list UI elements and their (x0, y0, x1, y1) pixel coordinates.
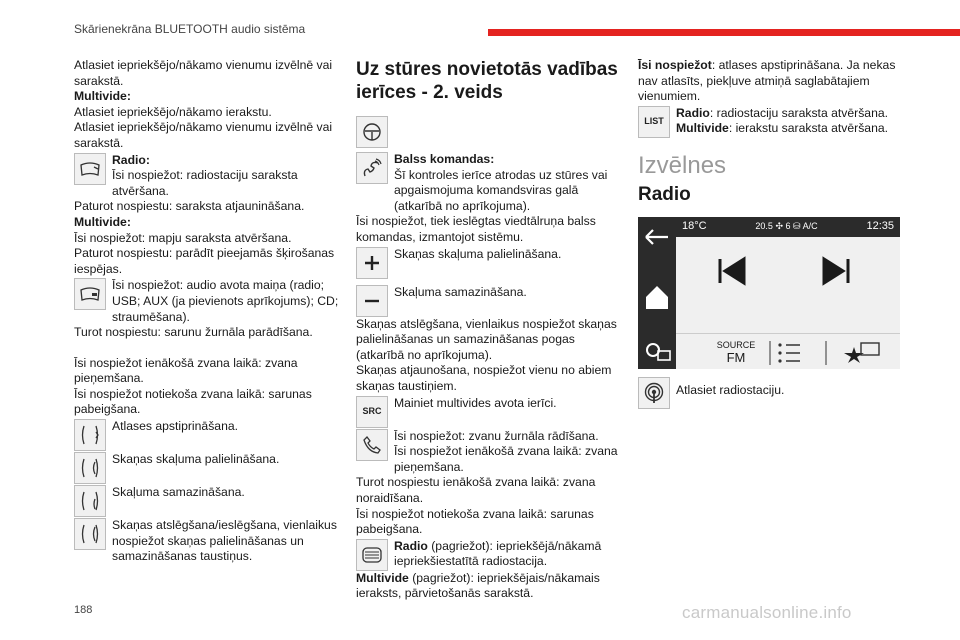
phone-text-2: Īsi nospiežot ienākošā zvana laikā: zvana pieņemšana. (394, 444, 618, 474)
steering-button-icon (74, 419, 106, 451)
clock: 12:35 (866, 220, 894, 233)
column-1 (74, 58, 342, 565)
screen-status-bar (676, 217, 900, 237)
column-2 (356, 58, 624, 602)
paragraph: Īsi nospiežot: mapju saraksta atvēršana. (74, 230, 292, 245)
column-3 (638, 58, 900, 409)
back-arrow-icon (646, 230, 668, 244)
home-icon (646, 286, 668, 309)
plus-icon (356, 247, 388, 279)
source-row (74, 278, 342, 325)
next-icon (824, 259, 848, 283)
plus-row (356, 247, 624, 279)
fan-level: 6 (785, 221, 791, 232)
paragraph: Īsi nospiežot ienākošā zvana laikā: zvana pieņemšana. (74, 355, 298, 386)
ac-label: A/C (802, 221, 818, 232)
volume-down-row (74, 485, 342, 517)
mute-text: Skaņas atslēgšana/ieslēgšana, vienlaikus nospiežot skaņas palielināšanas un samazināšanas taustiņus. (112, 518, 337, 564)
minus-text: Skaļuma samazināšana. (394, 284, 527, 299)
thumbwheel-icon (74, 153, 106, 185)
voice-text: Šī kontroles ierīce atrodas uz stūres vai apgaismojuma komandsviras galā (atkarībā no aprīkojuma). (394, 167, 608, 213)
label-radio: Radio (394, 538, 428, 553)
steering-button-icon (74, 485, 106, 517)
source-button-icon (74, 278, 106, 310)
label-radio: Radio (676, 105, 710, 120)
source-value: FM (726, 349, 746, 365)
source-text: Īsi nospiežot: audio avota maiņa (radio; USB; AUX (ja pievienots aprīkojums); CD; straumēšana). (112, 278, 339, 324)
screen-main (676, 217, 900, 369)
wheel-row (356, 539, 624, 571)
select-text: Atlases apstiprināšana. (112, 419, 239, 434)
settings-icon (647, 344, 670, 360)
radio-heading: Radio (638, 184, 691, 206)
plus-text: Skaņas skaļuma palielināšana. (394, 246, 562, 261)
page-number: 188 (74, 604, 93, 616)
mute-row (74, 518, 342, 565)
paragraph: Īsi nospiežot notiekoša zvana laikā: sarunas pabeigšana. (356, 506, 594, 537)
temperature: 18°C (682, 220, 707, 233)
watermark: carmanualsonline.info (682, 603, 852, 622)
minus-row (356, 285, 624, 317)
select-station-row (638, 377, 900, 409)
fan-icon: ✣ (775, 221, 783, 232)
steering-button-icon (74, 518, 106, 550)
paragraph: Paturot nospiestu: saraksta atjaunināšana. (74, 199, 305, 214)
label-short-press: Īsi nospiežot (638, 58, 712, 72)
radio-screen-illustration (638, 217, 900, 369)
volume-down-text: Skaļuma samazināšana. (112, 485, 245, 500)
list-row (638, 106, 900, 138)
label-multivide: Multivide (356, 570, 409, 585)
radio-text: Īsi nospiežot: radiostaciju saraksta atvēršana. (112, 168, 298, 198)
paragraph: Īsi nospiežot notiekoša zvana laikā: sarunas pabeigšana. (74, 386, 312, 417)
fan-speed: 20.5 (755, 221, 773, 232)
paragraph: Atlasiet iepriekšējo/nākamo vienumu izvēlnē vai sarakstā. (74, 120, 333, 150)
seat-icon: ⛁ (793, 221, 801, 232)
label-voice: Balss komandas: (394, 152, 495, 166)
screen-bottom-bar (676, 333, 900, 370)
paragraph: Turot nospiestu: sarunu žurnāla parādīšana. (74, 325, 313, 340)
scroll-wheel-icon (356, 539, 388, 571)
multivide-text: : ierakstu saraksta atvēršana. (728, 121, 889, 136)
minus-icon (356, 285, 388, 317)
menus-heading: Izvēlnes (638, 151, 727, 179)
running-header: Skārienekrāna BLUETOOTH audio sistēma (74, 22, 306, 36)
paragraph: Turot nospiestu ienākošā zvana laikā: zvana noraidīšana. (356, 475, 596, 505)
src-icon: SRC (356, 396, 388, 428)
label-multivide: Multivide (676, 121, 729, 136)
source-label: SOURCE (716, 339, 756, 350)
phone-row (356, 429, 624, 476)
radio-text: : radiostaciju saraksta atvēršana. (709, 105, 889, 120)
paragraph: Īsi nospiežot, tiek ieslēgtas viedtālruņa balss komandas, izmantojot sistēmu. (356, 214, 596, 244)
voice-row (356, 152, 624, 214)
src-text: Mainiet multivides avota ierīci. (394, 395, 557, 410)
radio-row (74, 153, 342, 200)
select-station-text: Atlasiet radiostaciju. (676, 382, 785, 397)
list-icon: LIST (638, 106, 670, 138)
voice-command-icon (356, 152, 388, 184)
volume-up-text: Skaņas skaļuma palielināšana. (112, 452, 280, 467)
multivide-text: (pagriežot): iepriekšējais/nākamais ieraksts, pārvietošanās sarakstā. (356, 570, 600, 601)
section-heading: Uz stūres novietotās vadības ierīces - 2. veids (356, 59, 618, 103)
radio-station-icon (638, 377, 670, 409)
select-row (74, 419, 342, 451)
src-row (356, 396, 624, 428)
label-radio: Radio: (112, 152, 150, 167)
paragraph: Skaņas atslēgšana, vienlaikus nospiežot skaņas palielināšanas un samazināšanas pogas (atkarībā no aprīkojuma). (356, 316, 617, 362)
paragraph: Paturot nospiestu: parādīt pieejamās šķirošanas iespējas. (74, 246, 335, 276)
short-press-text: : atlases apstiprināšana. Ja nekas nav atlasīts, piekļuve atmiņā saglabātajiem vienumiem. (638, 58, 896, 104)
volume-up-row (74, 452, 342, 484)
paragraph: Skaņas atjaunošana, nospiežot vienu no abiem skaņas taustiņiem. (356, 363, 612, 393)
label-multivide: Multivide: (74, 89, 131, 104)
steering-button-icon (74, 452, 106, 484)
steering-wheel-row (356, 116, 624, 148)
wheel-text: (pagriežot): iepriekšējā/nākamā iepriekšiestatītā radiostacija. (394, 538, 602, 569)
phone-text: Īsi nospiežot: zvanu žurnāla rādīšana. (394, 428, 599, 443)
screen-sidebar (638, 217, 676, 369)
previous-icon (720, 259, 744, 283)
steering-wheel-icon (356, 116, 388, 148)
paragraph: Atlasiet iepriekšējo/nākamo vienumu izvēlnē vai sarakstā. (74, 58, 333, 88)
phone-icon (356, 429, 388, 461)
paragraph: Atlasiet iepriekšējo/nākamo ierakstu. (74, 104, 272, 119)
label-multivide: Multivide: (74, 214, 131, 229)
header-accent-bar (488, 29, 960, 36)
